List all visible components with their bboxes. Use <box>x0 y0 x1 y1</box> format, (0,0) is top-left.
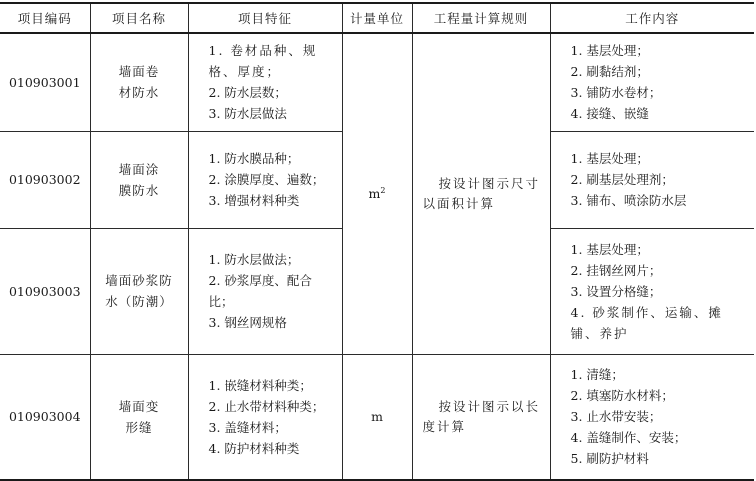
work-line: 4. 接缝、嵌缝 <box>570 106 649 122</box>
feature-line: 2. 防水层数； <box>208 85 287 101</box>
item-features <box>188 354 342 480</box>
work-line: 2. 填塞防水材料； <box>570 388 674 404</box>
feature-line: 3. 盖缝材料； <box>208 419 287 435</box>
unit-area <box>342 33 412 354</box>
feature-line: 2. 砂浆厚度、配合比； <box>208 273 312 309</box>
item-code: 010903003 <box>0 228 90 354</box>
table-row <box>0 354 754 480</box>
item-code: 010903001 <box>0 33 90 131</box>
work-content <box>550 354 754 480</box>
feature-line: 1. 嵌缝材料种类； <box>208 377 312 393</box>
work-line: 3. 设置分格缝； <box>570 283 662 299</box>
header-work: 工作内容 <box>550 3 754 33</box>
rule-area: 按设计图示尺寸以面积计算 <box>412 33 550 354</box>
rule-length: 按设计图示以长度计算 <box>412 354 550 480</box>
header-feature: 项目特征 <box>188 3 342 33</box>
unit-length: m <box>342 354 412 480</box>
item-features <box>188 33 342 131</box>
work-content <box>550 131 754 228</box>
unit-area-superscript: 2 <box>380 186 386 196</box>
header-rule: 工程量计算规则 <box>412 3 550 33</box>
work-content <box>550 33 754 131</box>
item-name: 墙面砂浆防水（防潮） <box>90 228 188 354</box>
work-line: 2. 挂钢丝网片； <box>570 262 662 278</box>
work-line: 3. 铺布、喷涂防水层 <box>570 193 687 208</box>
feature-line: 2. 涂膜厚度、遍数； <box>208 172 325 187</box>
feature-line: 3. 钢丝网规格 <box>208 315 287 330</box>
item-name: 墙面卷材防水 <box>90 33 188 131</box>
work-line: 1. 基层处理； <box>570 241 649 257</box>
header-code: 项目编码 <box>0 3 90 33</box>
work-line: 1. 基层处理； <box>570 151 649 166</box>
header-name: 项目名称 <box>90 3 188 33</box>
feature-line: 4. 防护材料种类 <box>208 440 300 456</box>
feature-line: 3. 防水层做法 <box>208 106 287 122</box>
header-row <box>0 3 754 33</box>
item-code: 010903002 <box>0 131 90 228</box>
work-line: 4. 砂浆制作、运输、摊铺、养护 <box>570 304 723 341</box>
unit-area-text: m <box>368 186 381 202</box>
work-line: 4. 盖缝制作、安装； <box>570 430 687 446</box>
work-content <box>550 228 754 354</box>
work-line: 3. 铺防水卷材； <box>570 85 662 101</box>
feature-line: 1. 防水膜品种； <box>208 151 300 166</box>
item-code: 010903004 <box>0 354 90 480</box>
item-name: 墙面涂膜防水 <box>90 131 188 228</box>
feature-line: 1. 卷材品种、规格、厚度； <box>208 43 318 80</box>
item-features <box>188 228 342 354</box>
header-unit: 计量单位 <box>342 3 412 33</box>
item-name: 墙面变形缝 <box>90 354 188 480</box>
work-line: 1. 清缝； <box>570 367 624 383</box>
feature-line: 1. 防水层做法； <box>208 252 300 267</box>
work-line: 1. 基层处理； <box>570 43 649 59</box>
bill-of-quantities-table <box>0 2 754 481</box>
work-line: 2. 刷基层处理剂； <box>570 172 674 187</box>
table-row <box>0 33 754 131</box>
feature-line: 2. 止水带材料种类； <box>208 398 325 414</box>
work-line: 3. 止水带安装； <box>570 409 662 425</box>
feature-line: 3. 增强材料种类 <box>208 193 300 208</box>
work-line: 5. 刷防护材料 <box>570 451 649 467</box>
item-features <box>188 131 342 228</box>
work-line: 2. 刷黏结剂； <box>570 64 649 80</box>
